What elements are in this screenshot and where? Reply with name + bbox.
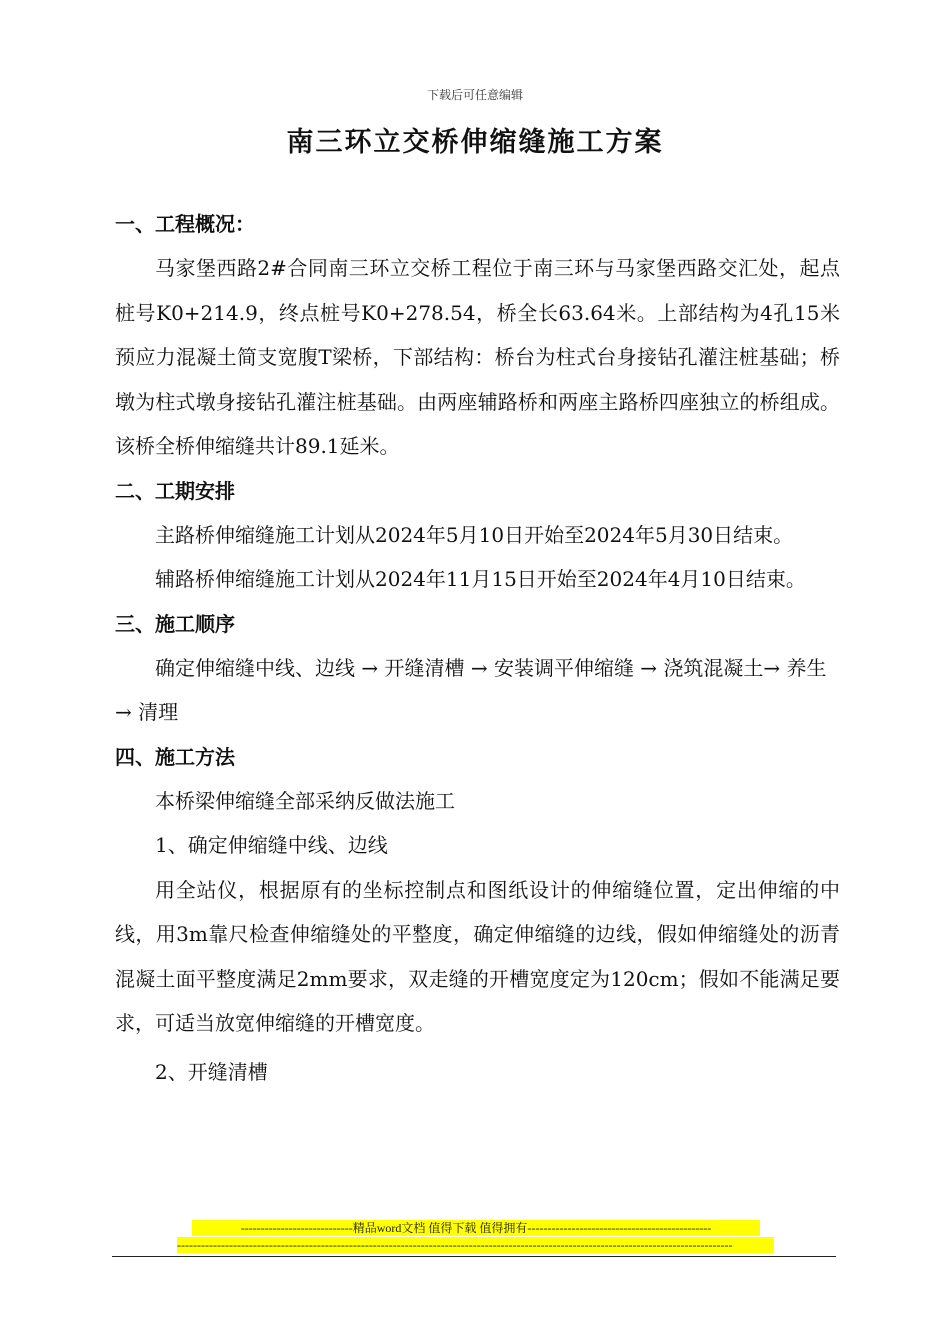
footer-line-1: ----------------------------精品word文档 值得下载 值得拥有---------------------------------------------- [192,1220,760,1236]
document-body [115,208,840,1094]
footer-line-2: ------------------------------------------------------------------------------------------------------------------------------------------- [177,1237,774,1253]
method-paragraph-centerline: 用全站仪，根据原有的坐标控制点和图纸设计的伸缩缝位置，定出伸缩的中线，用3m靠尺检查伸缩缝处的平整度，确定伸缩缝的边线，假如伸缩缝处的沥青混凝土面平整度满足2mm要求，双走缝的开槽宽度定为120cm；假如不能满足要求，可适当放宽伸缩缝的开槽宽度。 [115,877,840,1035]
section-heading-sequence: 三、施工顺序 [115,611,235,636]
page-title: 南三环立交桥伸缩缝施工方案 [286,127,664,158]
schedule-paragraph-main: 主路桥伸缩缝施工计划从2024年5月10日开始至2024年5月30日结束。 [155,522,794,547]
footer-divider [112,1256,836,1257]
section-heading-overview: 一、工程概况： [115,212,255,236]
schedule-paragraph-side: 辅路桥伸缩缝施工计划从2024年11月15日开始至2024年4月10日结束。 [155,567,806,591]
header-note: 下载后可任意编辑 [426,88,523,102]
section-heading-schedule: 二、工期安排 [115,478,235,503]
method-subheading-2: 2、开缝清槽 [155,1059,268,1084]
method-subheading-1: 1、确定伸缩缝中线、边线 [155,833,388,857]
section-heading-method: 四、施工方法 [115,744,235,769]
overview-paragraph: 马家堡西路2#合同南三环立交桥工程位于南三环与马家堡西路交汇处，起点桩号K0+214.9，终点桩号K0+278.54，桥全长63.64米。上部结构为4孔15米预应力混凝土简支宽腹T梁桥，下部结构：桥台为柱式台身接钻孔灌注桩基础；桥墩为柱式墩身接钻孔灌注桩基础。由两座辅路桥和两座主路桥四座独立的桥组成。该桥全桥伸缩缝共计89.1延米。 [115,256,840,458]
sequence-flow: 确定伸缩缝中线、边线 → 开缝清槽 → 安装调平伸缩缝 → 浇筑混凝土→ 养生 → 清理 [115,655,827,724]
method-paragraph: 本桥梁伸缩缝全部采纳反做法施工 [155,788,455,813]
